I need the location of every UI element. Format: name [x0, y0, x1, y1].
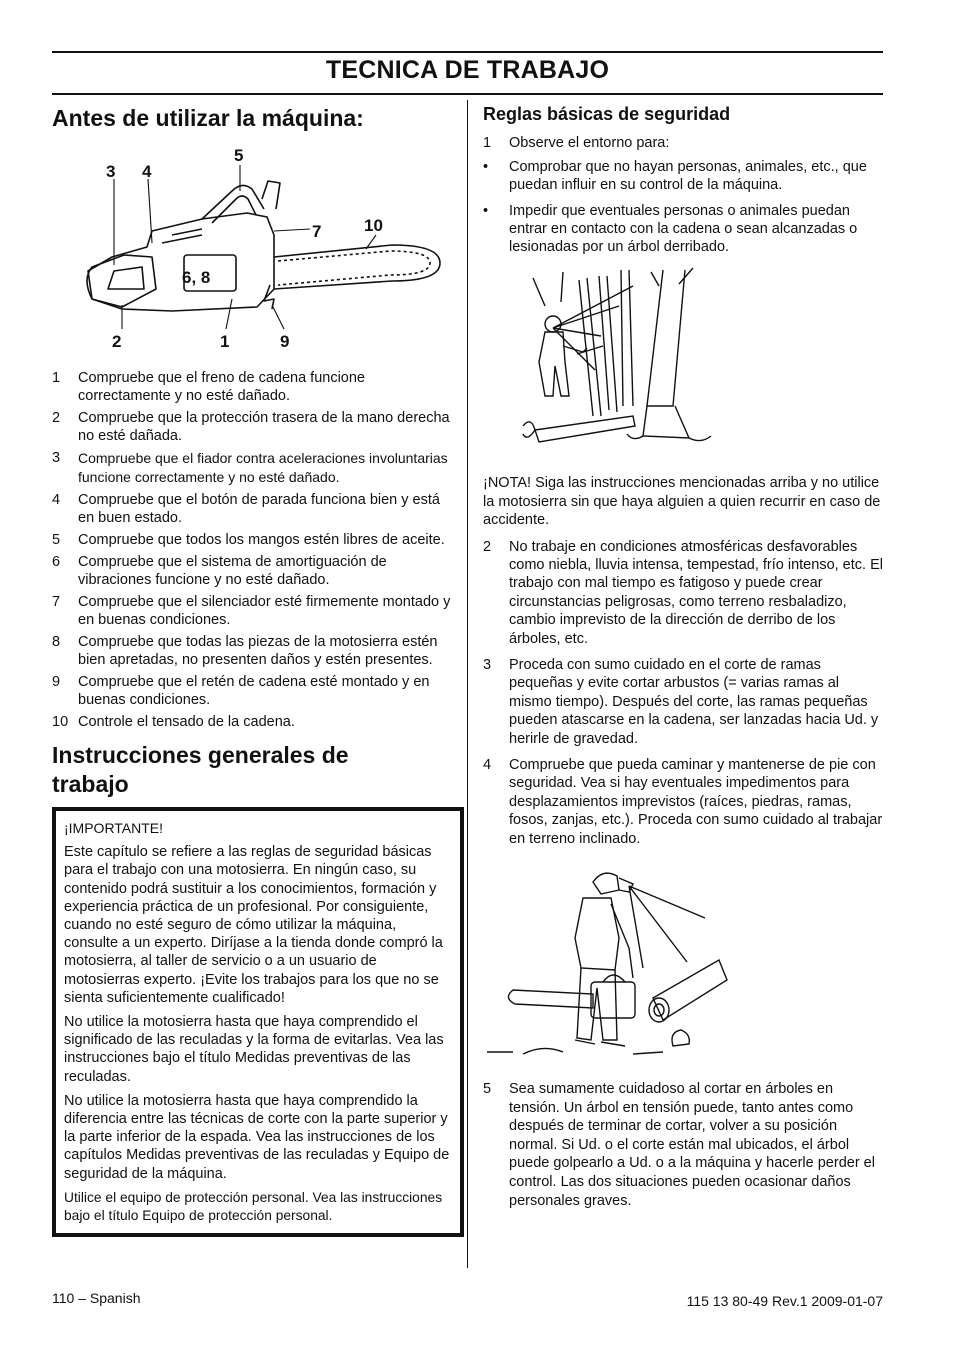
page-title: TECNICA DE TRABAJO [325, 56, 610, 84]
list-item: • Comprobar que no hayan personas, animales, etc., que puedan influir en su control de la máquina. [483, 159, 867, 193]
important-box [52, 807, 464, 1237]
diagram-label-9: 9 [280, 332, 290, 351]
diagram-label-7: 7 [312, 222, 322, 241]
chainsaw-diagram [52, 139, 456, 361]
list-item: 4 Compruebe que el botón de parada funciona bien y está en buen estado. [52, 492, 440, 526]
list-item: 5 Compruebe que todos los mangos estén libres de aceite. [52, 532, 445, 548]
important-paragraph: Este capítulo se refiere a las reglas de seguridad básicas para el trabajo con una motosierra. En ningún caso, su contenido podrá sustituir a los conocimientos, formación y experiencia práctica de un profesional. Por consiguiente, cuando no esté seguro de cómo utilizar la máquina, consulte a un experto. Diríjase a la tienda donde compró la motosierra, al taller de servicio o a un usuario de motosierras experto. ¡Evite los trabajos para los que no se sienta suficientemente cualificado! [64, 844, 443, 1006]
list-item: 3 Proceda con sumo cuidado en el corte de ramas pequeñas y evite cortar arbustos (= varias ramas al mismo tiempo). Después del corte, las ramas pequeñas pueden atascarse en la cadena, ser lanzadas hacia Ud. y herirle de gravedad. [483, 656, 879, 747]
header-rule-bottom [52, 93, 883, 95]
list-item: 2 Compruebe que la protección trasera de la mano derecha no esté dañada. [52, 410, 450, 444]
diagram-label-10: 10 [364, 216, 383, 235]
list-item: 9 Compruebe que el retén de cadena esté montado y en buenas condiciones. [52, 674, 430, 708]
list-item: • Impedir que eventuales personas o animales puedan entrar en contacto con la cadena o sean alcanzadas o lesionadas por un árbol derribado. [483, 203, 858, 255]
list-item: 10 Controle el tensado de la cadena. [52, 714, 295, 730]
important-paragraph: No utilice la motosierra hasta que haya comprendido la diferencia entre las técnicas de corte con la parte superior y la parte inferior de la espada. Vea las instrucciones de los capítulos Medidas preventivas de las reculadas y Equipo de seguridad de la máquina. [64, 1092, 450, 1182]
diagram-label-2: 2 [112, 332, 122, 351]
note-text: ¡NOTA! Siga las instrucciones mencionadas arriba y no utilice la motosierra sin que haya alguien a quien recurrir en caso de accidente. [483, 475, 881, 528]
list-item: 7 Compruebe que el silenciador esté firmemente montado y en buenas condiciones. [52, 594, 451, 628]
pre-use-checklist [52, 369, 456, 731]
diagram-label-3: 3 [106, 162, 116, 181]
list-item: 6 Compruebe que el sistema de amortiguación de vibraciones funcione y no esté dañado. [52, 554, 387, 588]
diagram-label-4: 4 [142, 162, 152, 181]
forest-felling-illustration [483, 266, 883, 466]
diagram-label-5: 5 [234, 146, 244, 165]
right-column [483, 100, 883, 1214]
rules-list-continued [483, 538, 883, 849]
important-heading: ¡IMPORTANTE! [64, 820, 164, 836]
list-item: 4 Compruebe que pueda caminar y mantenerse de pie con seguridad. Vea si hay eventuales impedimentos para desplazamientos imprevistos (raíces, piedras, ramas, fosos, zanjas, etc.). Proceda con sumo cuidado al trabajar en terreno inclinado. [483, 756, 883, 847]
worker-with-chainsaw-illustration [483, 858, 883, 1068]
section-title-basic-rules: Reglas básicas de seguridad [483, 104, 731, 124]
header-rule-top [52, 51, 883, 53]
list-item: 2 No trabaje en condiciones atmosféricas desfavorables como niebla, lluvia intensa, tempestad, frío intenso, etc. El trabajo con mal tiempo es fatigoso y puede crear circunstancias peligrosas, como terreno resbaladizo, cambio imprevisto de la dirección de derribo de los árboles, etc. [483, 538, 883, 647]
footer-doc-ref: 115 13 80-49 Rev.1 2009-01-07 [686, 1293, 883, 1309]
footer-page-number: 110 – Spanish [52, 1290, 141, 1306]
column-divider [467, 100, 468, 1268]
left-column [52, 100, 456, 1237]
list-item: 1 Compruebe que el freno de cadena funcione correctamente y no esté dañado. [52, 370, 365, 404]
diagram-label-1: 1 [220, 332, 230, 351]
list-item: 1 Observe el entorno para: [483, 135, 670, 151]
list-item: 3 Compruebe que el fiador contra aceleraciones involuntarias funcione correctamente y no esté dañado. [52, 450, 448, 485]
list-item: 5 Sea sumamente cuidadoso al cortar en árboles en tensión. Un árbol en tensión puede, tanto antes como después de terminar de cortar, volver a su posición normal. Si Ud. o el corte están mal ubicados, el árbol puede golpearlo a Ud. o a la máquina y hacerle perder el control. Las dos situaciones pueden ocasionar daños personales graves. [483, 1081, 875, 1209]
list-item: 8 Compruebe que todas las piezas de la motosierra estén bien apretadas, no presenten daños y estén presentes. [52, 634, 438, 668]
section-title-general-instructions: Instrucciones generales de trabajo [52, 742, 349, 797]
rules-list-item5 [483, 1080, 883, 1210]
diagram-label-6-8: 6, 8 [182, 268, 211, 287]
important-paragraph: Utilice el equipo de protección personal. Vea las instrucciones bajo el título Equipo de protección personal. [64, 1189, 443, 1224]
basic-rules-list [483, 134, 883, 256]
important-paragraph: No utilice la motosierra hasta que haya comprendido el significado de las reculadas y la forma de evitarlas. Vea las instrucciones bajo el título Medidas preventivas de las reculadas. [64, 1014, 444, 1085]
section-title-before-use: Antes de utilizar la máquina: [52, 105, 364, 131]
